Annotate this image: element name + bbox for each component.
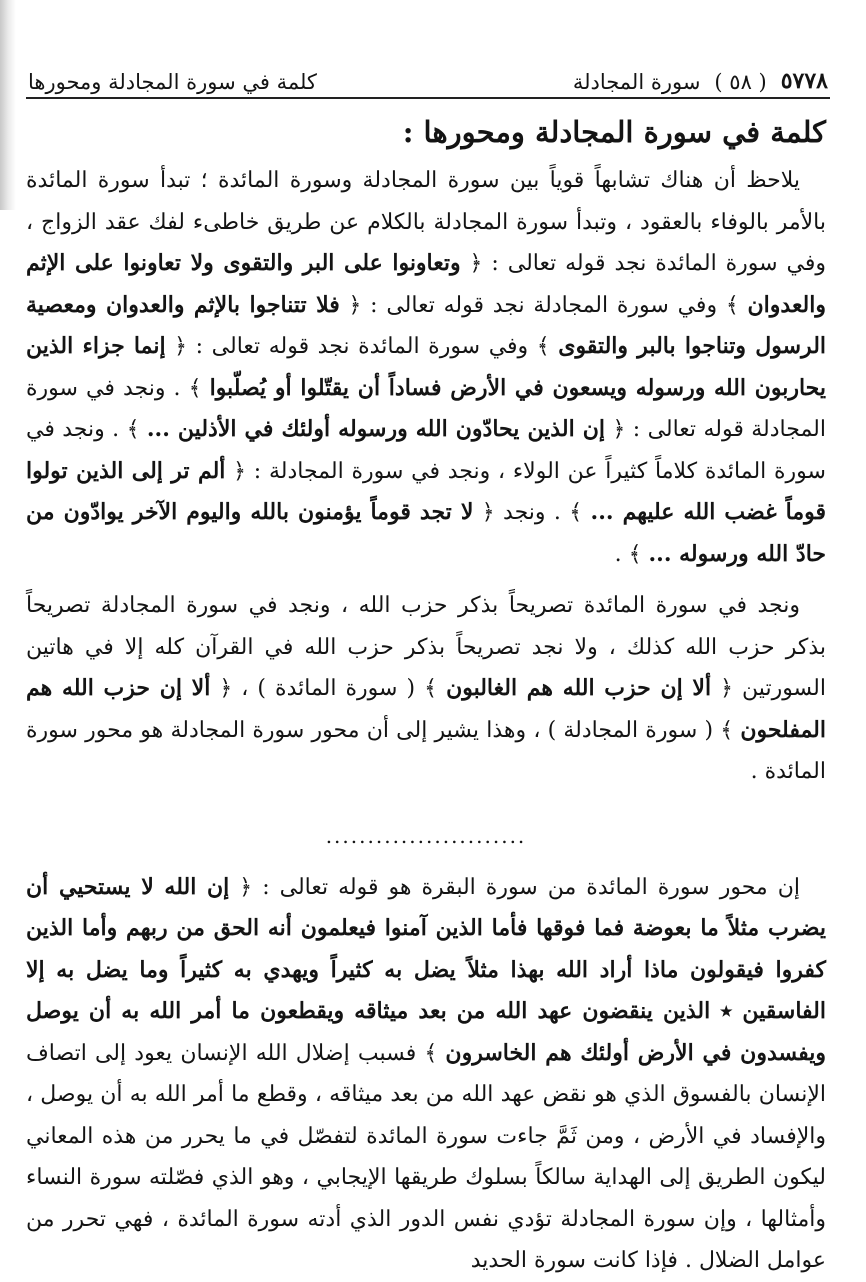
scan-edge-shadow bbox=[0, 0, 16, 210]
quran-quote: ألا إن حزب الله هم المفلحون bbox=[26, 675, 826, 743]
running-header bbox=[28, 58, 828, 94]
running-title: كلمة في سورة المجادلة ومحورها bbox=[28, 70, 317, 94]
paragraph-hizb-allah bbox=[26, 585, 826, 793]
surah-number: ( ٥٨ ) bbox=[714, 70, 767, 94]
header-rule bbox=[26, 97, 830, 99]
surah-name: سورة المجادلة bbox=[572, 70, 701, 94]
text-run: ﴾ وفي سورة المائدة نجد قوله تعالى : ﴿ bbox=[165, 334, 559, 359]
quran-quote: إنما جزاء الذين يحاربون الله ورسوله ويسعون في الأرض فساداً أن يقتّلوا أو يُصلّبوا bbox=[26, 333, 826, 401]
text-run: ﴾ فسبب إضلال الله الإنسان يعود إلى اتصاف الإنسان بالفسوق الذي هو نقض عهد الله من بعد ميثاقه ، وقطع ما أمر الله به أن يوصل ، والإفساد في الأرض ، ومن ثَمَّ جاءت سورة المائدة لتفصّل في ما يحرر من هذه المعاني ليكون الطريق إلى الهداية سالكاً بسلوك طريقها الإيجابي ، وهو الذي فصّلته سورة النساء وأمثالها ، وإن سورة المجادلة تؤدي نفس الدور الذي أدته سورة المائدة ، bbox=[26, 1040, 826, 1232]
quran-quote: ألم تر إلى الذين تولوا قوماً غضب الله عليهم ... bbox=[26, 457, 826, 525]
text-run: ﴾ . ونجد في سورة المجادلة قوله تعالى : ﴿ bbox=[26, 375, 826, 442]
text-run: يلاحظ أن هناك تشابهاً قوياً بين سورة المجادلة وسورة المائدة ؛ تبدأ سورة المائدة بالأمر بالوفاء بالعقود ، وتبدأ سورة المجادلة بالكلام عن طريق خاطىء لفك عقد الزواج ، وفي سورة المائدة نجد قوله تعالى : ﴿ bbox=[26, 168, 826, 276]
section-title: كلمة في سورة المجادلة ومحورها : bbox=[402, 115, 826, 149]
dotted-divider: ........................ bbox=[325, 823, 527, 848]
text-run: ﴾ . bbox=[614, 541, 649, 567]
header-right-group bbox=[573, 68, 828, 94]
text-run: ﴾ ( سورة المجادلة ) ، وهذا يشير إلى أن محور سورة المجادلة هو محور سورة المائدة . bbox=[26, 717, 826, 784]
paragraph-axis bbox=[26, 867, 826, 1282]
paragraph-similarity bbox=[26, 160, 826, 575]
text-run: ﴾ . ونجد في سورة المائدة كلاماً كثيراً عن الولاء ، ونجد في سورة المجادلة : ﴿ bbox=[26, 417, 826, 484]
text-run: فهي تحرر من عوامل الضلال bbox=[26, 1206, 826, 1273]
text-run: ﴾ ( سورة المائدة ) ، ﴿ bbox=[210, 676, 447, 701]
quran-quote: إن الذين يحادّون الله ورسوله أولئك في الأذلين ... bbox=[146, 416, 606, 442]
text-run: ونجد في سورة المائدة تصريحاً بذكر حزب الله ، ونجد في سورة المجادلة تصريحاً بذكر حزب الله كذلك ، ولا نجد تصريحاً بذكر حزب الله في القرآن كله إلا في هاتين السورتين ﴿ bbox=[26, 593, 826, 701]
text-run: ﴾ وفي سورة المجادلة نجد قوله تعالى : ﴿ bbox=[339, 292, 748, 318]
page-body bbox=[26, 108, 826, 1282]
text-run: . فإذا كانت سورة الحديد bbox=[470, 1248, 699, 1273]
text-run: ﴾ . ونجد ﴿ bbox=[473, 500, 591, 525]
quran-quote: إن الله لا يستحيي أن يضرب مثلاً ما بعوضة فما فوقها فأما الذين آمنوا فيعلمون أنه الحق من ربهم وأما الذين كفروا فيقولون ماذا أراد الله بهذا مثلاً يضل به كثيراً ويهدي به كثيراً وما يضل به إلا الفاسقين ٭ الذين ينقضون عهد الله من بعد ميثاقه ويقطعون ما أمر الله به أن يوصل ويفسدون في الأرض أولئك هم الخاسرون bbox=[26, 873, 826, 1066]
quran-quote: لا تجد قوماً يؤمنون بالله واليوم الآخر يوادّون من حادّ الله ورسوله ... bbox=[26, 499, 826, 567]
quran-quote: فلا تتناجوا بالإثم والعدوان ومعصية الرسول وتناجوا بالبر والتقوى bbox=[26, 291, 827, 359]
quran-quote: وتعاونوا على البر والتقوى ولا تعاونوا على الإثم والعدوان bbox=[26, 250, 826, 318]
text-run: إن محور سورة المائدة من سورة البقرة هو قوله تعالى : ﴿ bbox=[229, 874, 800, 900]
page-number: ٥٧٧٨ bbox=[780, 68, 828, 94]
quran-quote: ألا إن حزب الله هم الغالبون bbox=[446, 675, 712, 701]
